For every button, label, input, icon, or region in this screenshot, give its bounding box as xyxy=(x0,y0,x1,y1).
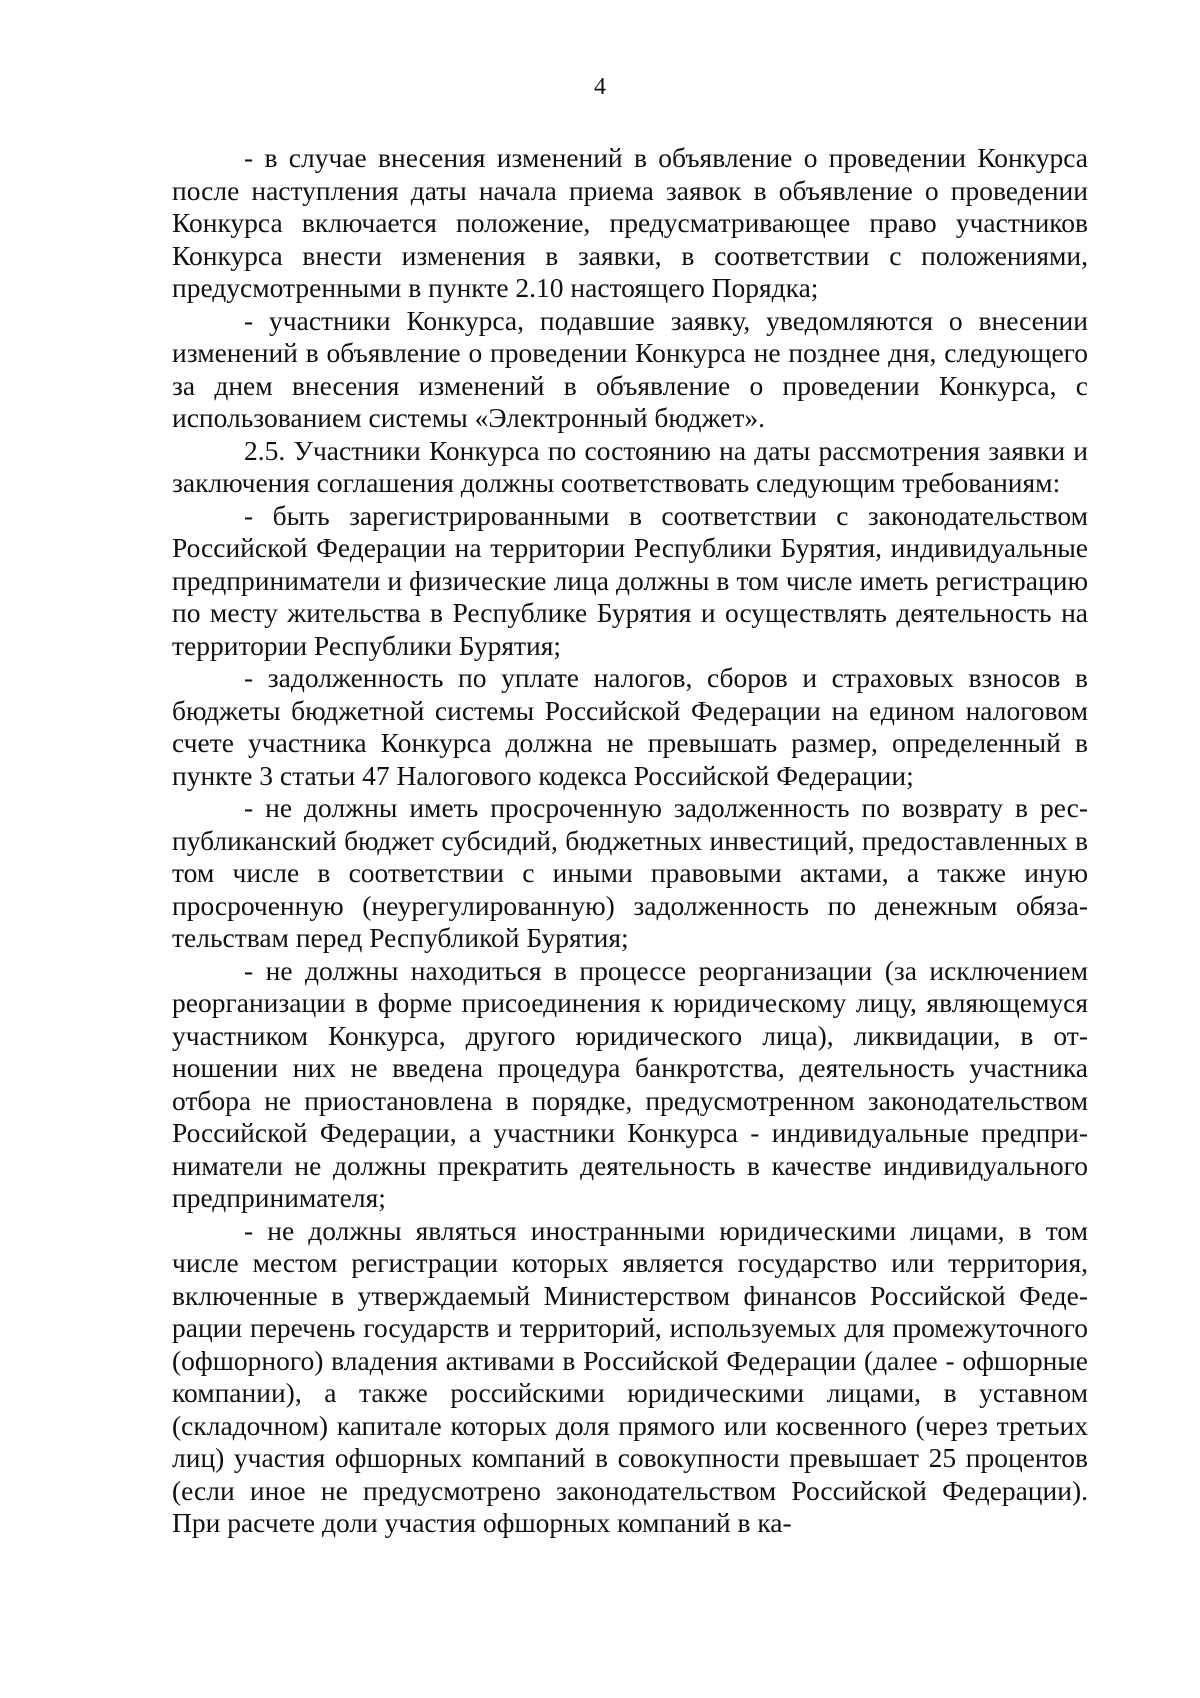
paragraph-amendment-clause: - в случае внесения изменений в объявление о проведении Конкурса после наступления даты начала приема заявок в объявление о проведении Конкурса включается положение, предусматривающее право участников Конкурса внести изменения в заявки, в соответствии с положениями, предусмотренными в пункте 2.10 настоящего Порядка; xyxy=(172,142,1088,303)
paragraph-section-2-5: 2.5. Участники Конкурса по состоянию на даты рассмотрения заявки и заключения соглашения должны соответствовать следующим требованиям: xyxy=(172,434,1088,498)
paragraph-offshore-requirement: - не должны являться иностранными юридическими лицами, в том числе местом регистрации которых является государство или территория, включенные в утверждаемый Министерством финансов Российской Федерации перечень государств и территорий, используемых для промежуточного (офшорного) владения активами в Российской Федерации (далее - офшорные компании), а также российскими юридическими лицами, в уставном (складочном) капитале которых доля прямого или косвенного (через третьих лиц) участия офшорных компаний в совокупности превышает 25 процентов (если иное не предусмотрено законодательством Российской Федерации). При расчете доли участия офшорных компаний в ка- xyxy=(172,1214,1088,1538)
paragraph-reorganization-requirement: - не должны находиться в процессе реорганизации (за исключением реорганизации в форме присоединения к юридическому лицу, являющемуся участником Конкурса, другого юридического лица), ликвидации, в отношении них не введена процедура банкротства, деятельность участника отбора не приостановлена в порядке, предусмотренном законодательством Российской Федерации, а участники Конкурса - индивидуальные предприниматели не должны прекратить деятельность в качестве индивидуального предпринимателя; xyxy=(172,954,1088,1213)
paragraph-registration-requirement: - быть зарегистрированными в соответствии с законодательством Российской Федерации на территории Республики Бурятия, индивидуальные предприниматели и физические лица должны в том числе иметь регистрацию по месту жительства в Республике Бурятия и осуществлять деятельность на территории Республики Бурятия; xyxy=(172,499,1088,661)
paragraph-overdue-debt-requirement: - не должны иметь просроченную задолженность по возврату в республиканский бюджет субсидий, бюджетных инвестиций, предоставленных в том числе в соответствии с иными правовыми актами, а также иную просроченную (неурегулированную) задолженность по денежным обязательствам перед Республикой Бурятия; xyxy=(172,792,1088,953)
paragraph-notification: - участники Конкурса, подавшие заявку, уведомляются о внесении изменений в объявление о проведении Конкурса не позднее дня, следующего за днем внесения изменений в объявление о проведении Конкурса, с использованием системы «Электронный бюджет». xyxy=(172,304,1088,433)
page-number: 4 xyxy=(594,74,606,100)
paragraph-tax-debt-requirement: - задолженность по уплате налогов, сборов и страховых взносов в бюджеты бюджетной системы Российской Федерации на едином налоговом счете участника Конкурса должна не превышать размер, определенный в пункте 3 статьи 47 Налогового кодекса Российской Федерации; xyxy=(172,662,1088,791)
document-body xyxy=(172,142,1088,1540)
